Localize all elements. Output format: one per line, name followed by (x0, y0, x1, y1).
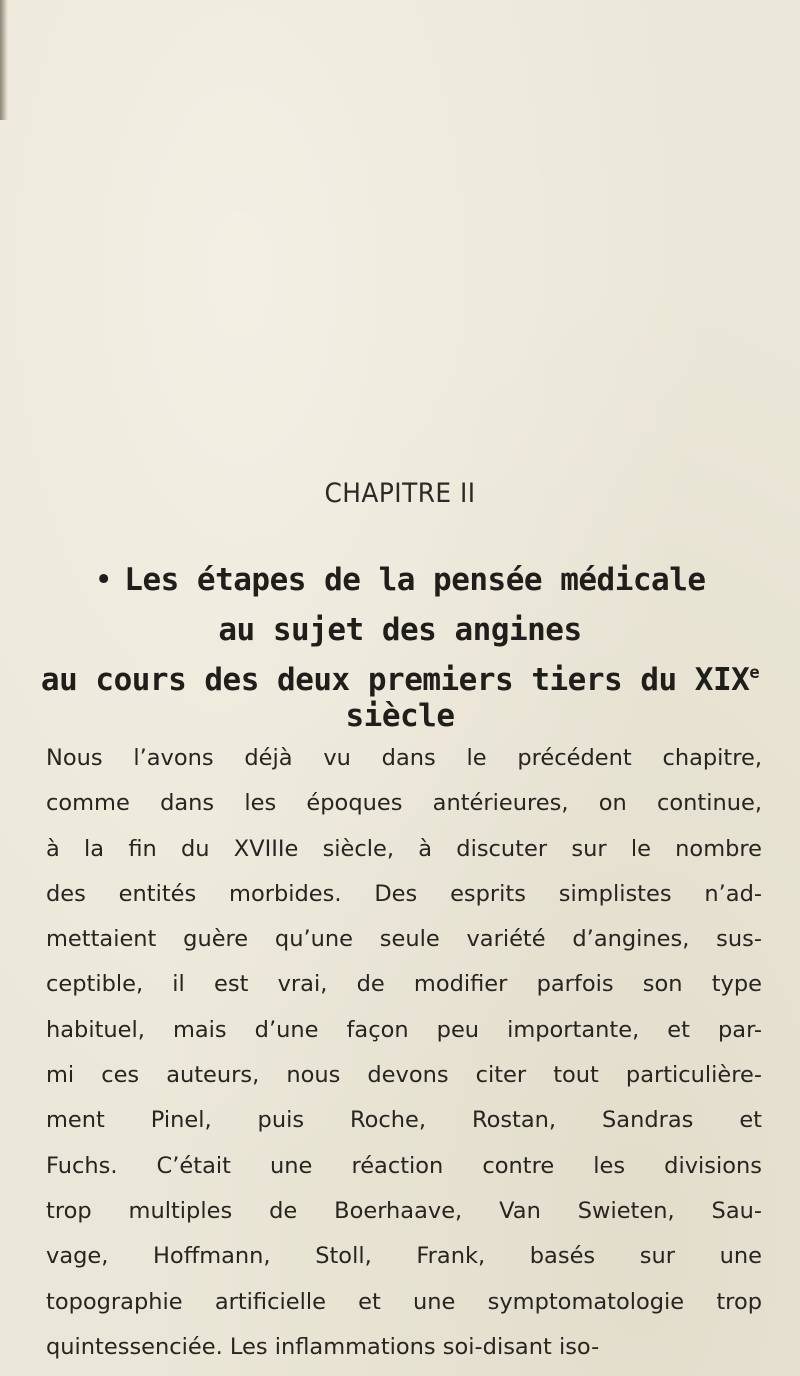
title-line-3-text: au cours des deux premiers tiers du XIX (40, 662, 750, 698)
title-line-2: au sujet des angines (218, 612, 582, 648)
chapter-heading: CHAPITRE II (324, 478, 476, 509)
body-line: ment Pinel, puis Roche, Rostan, Sandras et (46, 1107, 762, 1134)
body-line: vage, Hoffmann, Stoll, Frank, basés sur une (46, 1243, 762, 1270)
title-line-3 (0, 662, 800, 734)
title-superscript: e (749, 663, 760, 684)
body-line: à la fin du XVIIIe siècle, à discuter sur le nombre (46, 835, 762, 862)
body-line: Fuchs. C’était une réaction contre les divisions (46, 1152, 762, 1179)
body-line: des entités morbides. Des esprits simplistes n’ad- (46, 880, 762, 907)
body-line: quintessenciée. Les inflammations soi-disant iso- (46, 1333, 600, 1360)
body-line: trop multiples de Boerhaave, Van Swieten, Sau- (46, 1197, 762, 1224)
body-line: habituel, mais d’une façon peu importante, et par- (46, 1016, 762, 1043)
title-line-1-text: Les étapes de la pensée médicale (124, 562, 706, 598)
title-line-3-end: siècle (345, 698, 455, 734)
body-paragraph (46, 736, 762, 1370)
body-line: comme dans les époques antérieures, on continue, (46, 790, 762, 817)
body-line: topographie artificielle et une symptomatologie trop (46, 1288, 762, 1315)
body-line: mi ces auteurs, nous devons citer tout particulière- (46, 1062, 762, 1089)
body-line: Nous l’avons déjà vu dans le précédent chapitre, (46, 745, 762, 771)
title-bullet: • (94, 562, 113, 598)
body-line: ceptible, il est vrai, de modifier parfois son type (46, 971, 762, 998)
title-line-1 (0, 562, 800, 598)
body-line: mettaient guère qu’une seule variété d’angines, sus- (46, 926, 762, 953)
page-edge-stain (0, 0, 8, 120)
